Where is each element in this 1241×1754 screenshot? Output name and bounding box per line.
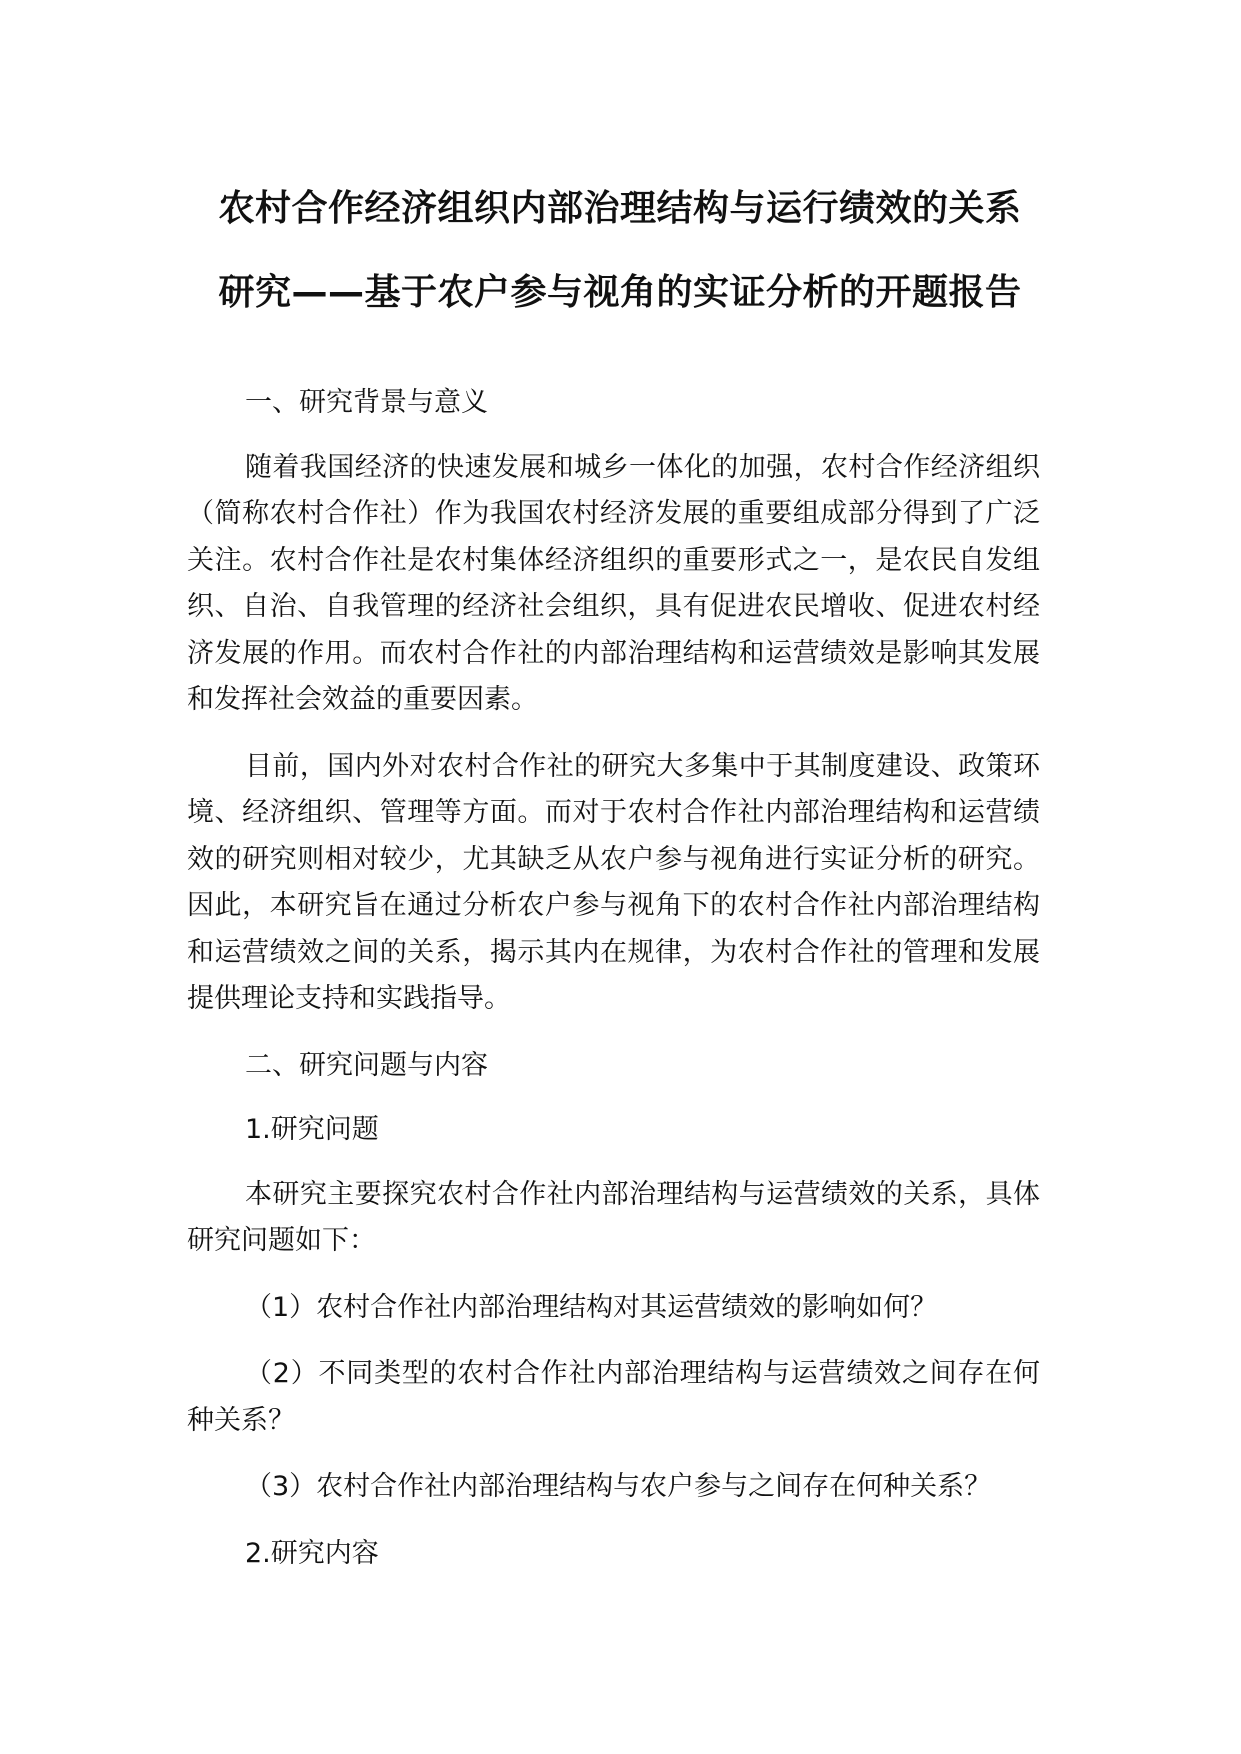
body-paragraph: 随着我国经济的快速发展和城乡一体化的加强，农村合作经济组织（简称农村合作社）作为我国农村经济发展的重要组成部分得到了广泛关注。农村合作社是农村集体经济组织的重要形式之一，是农民自发组织、自治、自我管理的经济社会组织，具有促进农民增收、促进农村经济发展的作用。而农村合作社的内部治理结构和运营绩效是影响其发展和发挥社会效益的重要因素。 bbox=[187, 451, 1040, 715]
body-paragraph: 目前，国内外对农村合作社的研究大多集中于其制度建设、政策环境、经济组织、管理等方面。而对于农村合作社内部治理结构和运营绩效的研究则相对较少，尤其缺乏从农户参与视角进行实证分析的研究。因此，本研究旨在通过分析农户参与视角下的农村合作社内部治理结构和运营绩效之间的关系，揭示其内在规律，为农村合作社的管理和发展提供理论支持和实践指导。 bbox=[187, 750, 1040, 1014]
document-body bbox=[187, 380, 1040, 1595]
list-item: （3）农村合作社内部治理结构与农户参与之间存在何种关系？ bbox=[245, 1471, 992, 1502]
document-title-line-2: 研究——基于农户参与视角的实证分析的开题报告 bbox=[218, 272, 1022, 313]
section-heading: 二、研究问题与内容 bbox=[245, 1049, 488, 1081]
subsection-heading: 2.研究内容 bbox=[245, 1537, 379, 1569]
subsection-heading: 1.研究问题 bbox=[245, 1114, 379, 1145]
list-item: （2）不同类型的农村合作社内部治理结构与运营绩效之间存在何种关系？ bbox=[187, 1358, 1040, 1436]
body-paragraph: 本研究主要探究农村合作社内部治理结构与运营绩效的关系，具体研究问题如下： bbox=[187, 1178, 1040, 1256]
list-item: （1）农村合作社内部治理结构对其运营绩效的影响如何？ bbox=[245, 1291, 938, 1323]
section-heading: 一、研究背景与意义 bbox=[245, 387, 488, 418]
document-title-line-1: 农村合作经济组织内部治理结构与运行绩效的关系 bbox=[218, 188, 1022, 229]
